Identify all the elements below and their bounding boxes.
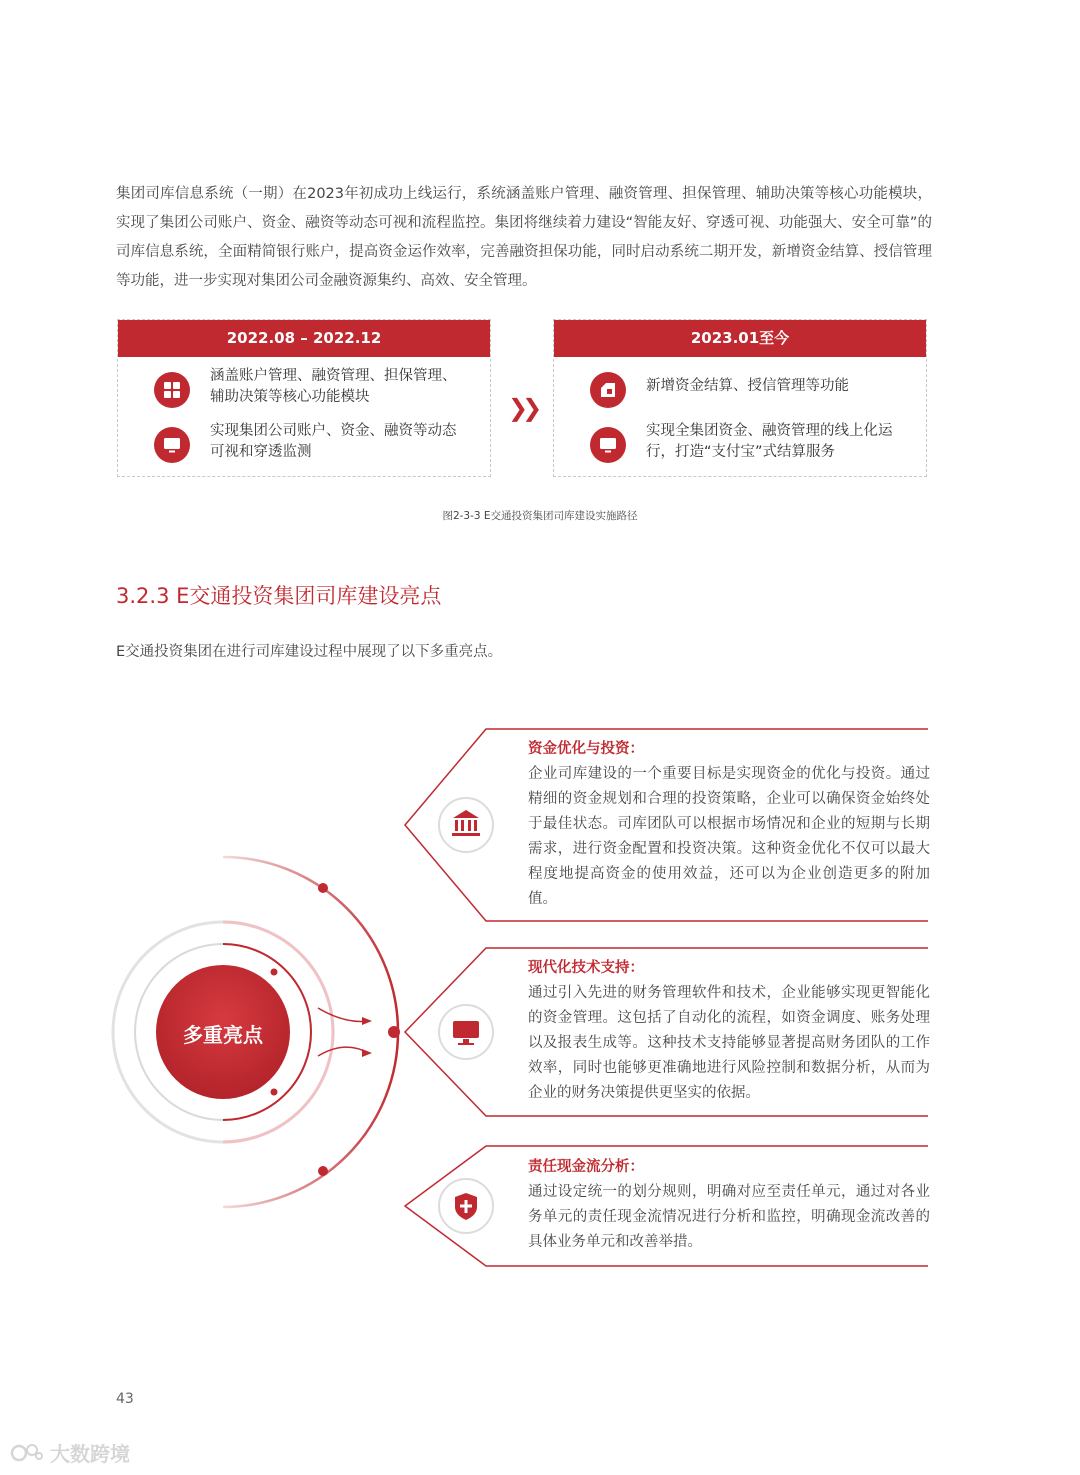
highlight-1-body: 企业司库建设的一个重要目标是实现资金的优化与投资。通过精细的资金规划和合理的投资策略，企业可以确保资金始终处于最佳状态。司库团队可以根据市场情况和企业的短期与长期需求，进行资金配置和投资决策。这种资金优化不仅可以最大程度地提高资金的使用效益，还可以为企业创造更多的附加值。 bbox=[528, 766, 930, 907]
watermark-logo-icon bbox=[10, 1441, 44, 1465]
arrow-head-upper bbox=[362, 1017, 372, 1025]
arrow-line-upper bbox=[318, 1008, 368, 1021]
figure-caption: 图2-3-3 E交通投资集团司库建设实施路径 bbox=[442, 510, 638, 522]
phase1-title: 2022.08 – 2022.12 bbox=[118, 320, 490, 357]
section-title: 3.2.3 E交通投资集团司库建设亮点 bbox=[116, 584, 442, 608]
highlight-3-title: 责任现金流分析： bbox=[528, 1159, 644, 1175]
double-chevron-icon: ❯❯ bbox=[508, 394, 537, 422]
hub-ring-dot-bottom bbox=[271, 1089, 278, 1096]
watermark-text: 大数跨境 bbox=[50, 1442, 130, 1466]
phase2-item-1-text: 新增资金结算、授信管理等功能 bbox=[646, 378, 849, 394]
page-number: 43 bbox=[116, 1391, 134, 1407]
hub-ring-dot-top bbox=[271, 969, 278, 976]
arrow-line-lower bbox=[318, 1047, 368, 1056]
hub-label: 多重亮点 bbox=[183, 1023, 263, 1047]
highlight-2 bbox=[528, 956, 930, 1106]
arc-dot-middle bbox=[388, 1026, 400, 1038]
highlight-3 bbox=[528, 1155, 930, 1255]
phase1-item-1-text: 涵盖账户管理、融资管理、担保管理、辅助决策等核心功能模块 bbox=[210, 368, 457, 405]
highlight-1-title: 资金优化与投资： bbox=[528, 741, 644, 757]
highlight-2-body: 通过引入先进的财务管理软件和技术，企业能够实现更智能化的资金管理。这包括了自动化的流程，如资金调度、账务处理以及报表生成等。这种技术支持能够显著提高财务团队的工作效率，同时也能够更准确地进行风险控制和数据分析，从而为企业的财务决策提供更坚实的依据。 bbox=[528, 985, 930, 1101]
intro-paragraph: 集团司库信息系统（一期）在2023年初成功上线运行，系统涵盖账户管理、融资管理、担保管理、辅助决策等核心功能模块，实现了集团公司账户、资金、融资等动态可视和流程监控。集团将继续着力建设“智能友好、穿透可视、功能强大、安全可靠”的司库信息系统，全面精简银行账户，提高资金运作效率，完善融资担保功能，同时启动系统二期开发，新增资金结算、授信管理等功能，进一步实现对集团公司金融资源集约、高效、安全管理。 bbox=[116, 186, 932, 289]
watermark bbox=[10, 1438, 130, 1467]
highlight-3-body: 通过设定统一的划分规则，明确对应至责任单元，通过对各业务单元的责任现金流情况进行分析和监控，明确现金流改善的具体业务单元和改善举措。 bbox=[528, 1184, 930, 1250]
highlight-2-title: 现代化技术支持： bbox=[528, 960, 644, 976]
phase1-item-2-text: 实现集团公司账户、资金、融资等动态可视和穿透监测 bbox=[210, 423, 457, 460]
phase2-item-2-text: 实现全集团资金、融资管理的线上化运行，打造“支付宝”式结算服务 bbox=[646, 423, 893, 460]
section-intro: E交通投资集团在进行司库建设过程中展现了以下多重亮点。 bbox=[116, 644, 503, 660]
arc-dot-bottom bbox=[318, 1166, 328, 1176]
highlight-1 bbox=[528, 737, 930, 912]
phase2-title: 2023.01至今 bbox=[554, 320, 926, 357]
arrow-head-lower bbox=[362, 1049, 372, 1057]
arc-dot-top bbox=[318, 883, 328, 893]
